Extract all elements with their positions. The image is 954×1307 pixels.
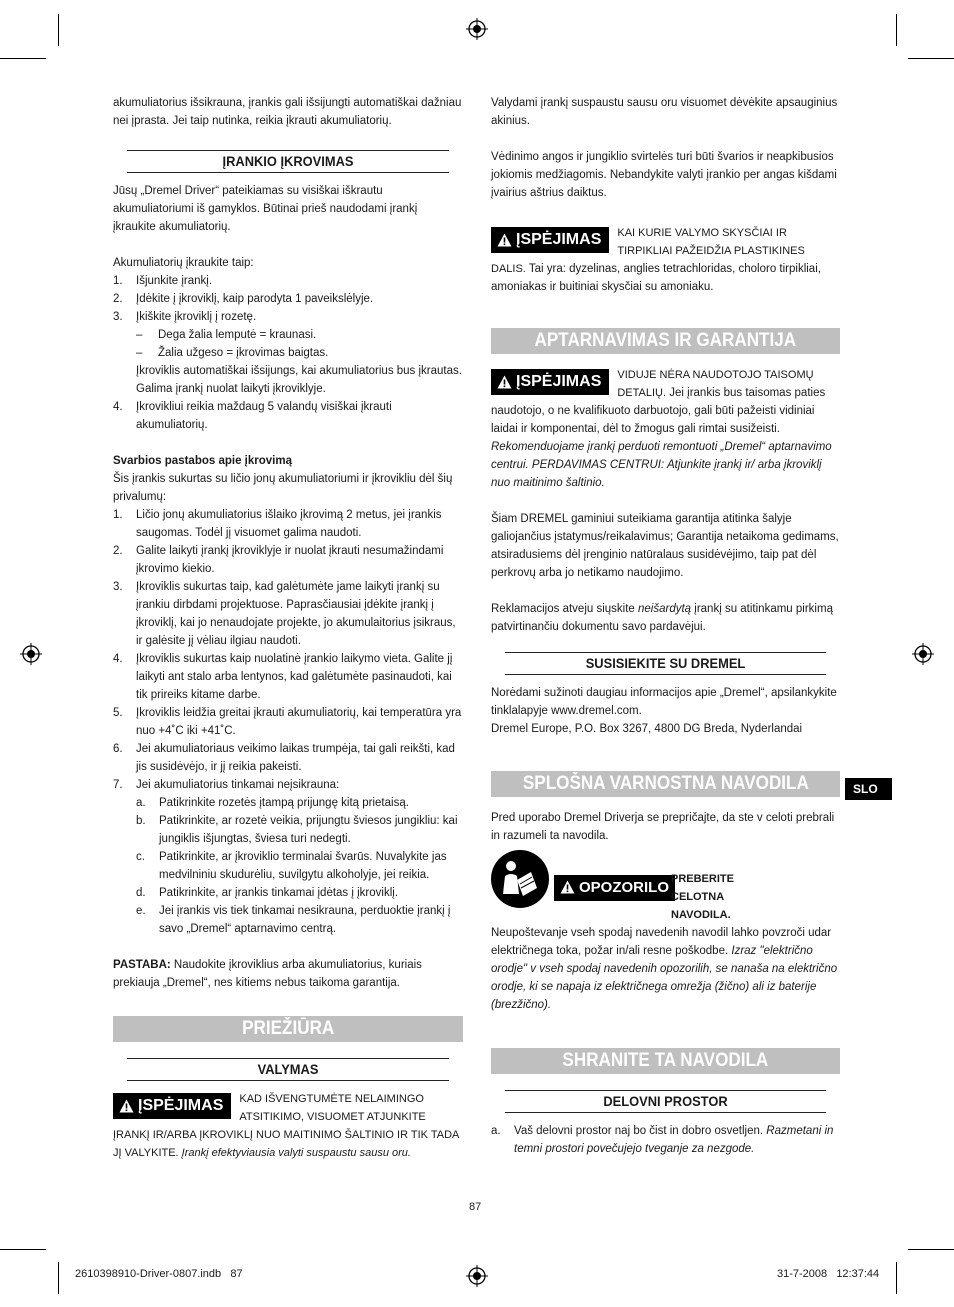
page-number: 87 — [469, 1201, 482, 1213]
list-item: 4. Įkroviklis sukurtas kaip nuolatinė įrankio laikymo vieta. Galite jį laikyti ant stalo arba lentynos, kad galėtumėte pasinaudoti, kai tik prireiks kitame darbe. — [113, 653, 453, 701]
list-item: 4. Įkrovikliui reikia maždaug 5 valandų visiškai įkrauti akumuliatorių. — [113, 401, 392, 431]
read-manual-warning — [491, 850, 840, 921]
indicator-list — [136, 326, 463, 362]
footer-timestamp: 31-7-2008 12:37:44 — [777, 1268, 880, 1280]
crop-mark — [58, 14, 59, 46]
claims-paragraph: Reklamacijos atveju siųskite neišardytą įrankį su atitinkamu pirkimą patvirtinančiu dokumentu savo pardavėjui. — [491, 603, 833, 633]
sub-notes-list — [136, 794, 463, 938]
footer-file-info: 2610398910-Driver-0807.indb 87 — [75, 1268, 243, 1280]
list-item: 3. Įkroviklis sukurtas taip, kad galėtumėte jame laikyti įrankį su įrankiu dirbdami projektuose. Paprasčiausiai įdėkite įrankį į įkroviklį, kai jo nenaudojate projekte, jo akumulaitorius įsikraus, ir galėsite jį vėliau ilgiau naudoti. — [113, 581, 456, 647]
solvent-warning: ĮSPĖJIMAS KAI KURIE VALYMO SKYSČIAI IR TIRPIKLIAI PAŽEIDŽIA PLASTIKINES DALIS. Tai yra: dyzelinas, anglies tetrachloridas, choloro tirpikliai, amoniakas ir buitiniai skysčiai su amoniaku. — [491, 227, 821, 293]
safety-intro: Pred uporabo Dremel Driverja se prepričajte, da ste v celoti prebrali in razumeli ta navodila. — [491, 812, 835, 842]
warning-badge: ĮSPĖJIMAS — [113, 1093, 231, 1119]
workplace-list — [491, 1122, 840, 1158]
note-paragraph: PASTABA: Naudokite įkroviklius arba akumuliatorius, kuriais prekiauja „Dremel“, nes kitiems nebus taikoma garantija. — [113, 959, 422, 989]
list-item: 5. Įkroviklis leidžia greitai įkrauti akumuliatorių, kai temperatūra yra nuo +4˚C iki +41˚C. — [113, 707, 462, 737]
right-column — [491, 94, 840, 1158]
list-item: e. Jei įrankis vis tiek tinkamai nesikrauna, perduoktie įrankį į savo „Dremel“ aptarnavimo centrą. — [136, 905, 451, 935]
contact-heading: SUSISIEKITE SU DREMEL — [505, 652, 826, 675]
goggles-paragraph: Valydami įrankį suspaustu sausu oru visuomet dėvėkite apsauginius akinius. — [491, 97, 838, 127]
registration-mark-icon — [20, 643, 42, 665]
list-item: 2. Įdėkite į įkroviklį, kaip parodyta 1 paveikslėlyje. — [113, 293, 374, 305]
list-item: 7. Jei akumuliatorius tinkamai neįsikrauna: a. Patikrinkite rozetės įtampą prijungę kitą prietaisą. b. Patikrinkite, ar rozetė veikia, prijungtu šviesos jungikliu: kai jungiklis išjungtas, šviesa turi nedegti. c. Patikrinkite, ar įkroviklio terminalai švarūs. Nuvalykite jas medvilniniu skudurėliu, suvilgytu alkoholyje, jei reikia. d. Patikrinkite, ar įrankis tinkamai įdėtas į įkroviklį. e. Jei įrankis vis tiek tinkamai nesikrauna, perduoktie įrankį į savo „Dremel“ aptarnavimo centrą. — [113, 776, 463, 938]
caution-badge: OPOZORILO — [554, 875, 675, 901]
vents-paragraph: Vėdinimo angos ir jungiklio svirtelės turi būti švarios ir neapkibusios jokiomis medžiagomis. Nebandykite valyti įrankio per angas kišdami įvairius aštrius daiktus. — [491, 151, 837, 199]
crop-mark — [908, 1249, 954, 1250]
list-item: – Žalia užgeso = įkrovimas baigtas. — [136, 347, 329, 359]
warranty-paragraph: Šiam DREMEL gaminiui suteikiama garantija atitinka šalyje galiojančius įstatymus/reikalavimus; Garantija netaikoma gedimams, atsiradusiems dėl įrenginio natūralaus susidėvėjimo, taip pat dėl perkrovų arba jo netikamo naudojimo. — [491, 513, 839, 579]
crop-mark — [0, 1249, 46, 1250]
list-item: 1. Ličio jonų akumuliatorius išlaiko įkrovimą 2 metus, jei įrankis saugomas. Todėl jį visuomet galima naudoti. — [113, 509, 442, 539]
left-column — [113, 94, 463, 1162]
contact-paragraph: Norėdami sužinoti daugiau informacijos apie „Dremel“, apsilankykite tinklalapyje www.dremel.com. — [491, 687, 837, 717]
list-item: 1. Išjunkite įrankį. — [113, 275, 213, 287]
warning-badge: ĮSPĖJIMAS — [491, 227, 609, 253]
registration-mark-icon — [466, 1265, 488, 1287]
notes-list — [113, 506, 463, 938]
list-item: 6. Jei akumuliatoriaus veikimo laikas trumpėja, tai gali reikšti, kad jis susidėvėjo, ir jį reikia pakeisti. — [113, 743, 455, 773]
charging-heading: ĮRANKIO ĮKROVIMAS — [127, 150, 449, 173]
language-tag: SLO — [845, 778, 892, 800]
address-line: Dremel Europe, P.O. Box 3267, 4800 DG Breda, Nyderlandai — [491, 723, 803, 735]
step3-extra: Įkroviklis automatiškai išsijungs, kai akumuliatorius bus įkrautas. Galima įrankį nuolat laikyti įkroviklyje. — [136, 365, 462, 395]
list-item: 3. Įkiškite įkroviklį į rozetę. – Dega žalia lemputė = kraunasi. – Žalia užgeso = įkrovimas baigtas. Įkroviklis automatiškai išsijungs, kai akumuliatorius bus įkrautas. Galima įrankį nuolat laikyti įkroviklyje. — [113, 308, 463, 398]
intro-paragraph: akumuliatorius išsikrauna, įrankis gali išsijungti automatiškai dažniau nei įprasta. Jei taip nutinka, reikia įkrauti akumuliatorių. — [113, 97, 462, 127]
crop-mark — [896, 1262, 897, 1294]
notes-heading: Svarbios pastabos apie įkrovimą — [113, 455, 292, 467]
hazard-paragraph: Neupoštevanje vseh spodaj navedenih navodil lahko povzroči udar električnega toka, požar in/ali resne poškodbe. Izraz "električno orodje" v vseh spodaj navedenih opozorilih, se nanaša na električno orodje, ki se napaja iz električnega omrežja (žično) ali iz baterije (brezžično). — [491, 927, 838, 1011]
warning-triangle-icon — [497, 233, 512, 247]
registration-mark-icon — [466, 18, 488, 40]
crop-mark — [0, 58, 46, 59]
note-label: PASTABA: — [113, 959, 171, 971]
workplace-heading: DELOVNI PROSTOR — [505, 1090, 826, 1113]
list-item: d. Patikrinkite, ar įrankis tinkamai įdėtas į įkroviklį. — [136, 887, 399, 899]
warning-triangle-icon — [560, 880, 575, 894]
charging-steps — [113, 272, 463, 434]
safety-heading: SPLOŠNA VARNOSTNA NAVODILA — [491, 771, 840, 797]
registration-mark-icon — [912, 643, 934, 665]
list-item: b. Patikrinkite, ar rozetė veikia, prijungtu šviesos jungikliu: kai jungiklis išjungtas, šviesa turi nedegti. — [136, 815, 458, 845]
warning-badge: ĮSPĖJIMAS — [491, 369, 609, 395]
charging-steps-intro: Akumuliatorių įkraukite taip: — [113, 257, 254, 269]
charging-paragraph: Jūsų „Dremel Driver“ pateikiamas su visiškai iškrautu akumuliatoriumi iš gamyklos. Būtinai prieš naudodami įrankį įkraukite akumuliatorių. — [113, 185, 418, 233]
warning-triangle-icon — [119, 1099, 134, 1113]
warning-triangle-icon — [497, 375, 512, 389]
list-item: a. Patikrinkite rozetės įtampą prijungę kitą prietaisą. — [136, 797, 409, 809]
caution-text: PREBERITE CELOTNA NAVODILA. — [671, 873, 734, 921]
crop-mark — [908, 58, 954, 59]
service-warning: ĮSPĖJIMAS VIDUJE NĖRA NAUDOTOJO TAISOMŲ DETALIŲ. Jei įrankis bus taisomas paties naudotojo, o ne kvalifikuoto darbuotojo, gali būti pažeisti vidiniai laidai ir komponentai, dėl to žmogus gali rimtai susižeisti. Rekomenduojame įrankį perduoti remontuoti „Dremel“ aptarnavimo centrui. PERDAVIMAS CENTRUI: Atjunkite įrankį ir/ arba įkroviklį nuo maitinimo šaltinio. — [491, 369, 832, 489]
notes-intro: Šis įrankis sukurtas su ličio jonų akumuliatoriumi ir įkrovikliu dėl šių privalumų: — [113, 473, 453, 503]
crop-mark — [58, 1262, 59, 1294]
cleaning-warning: ĮSPĖJIMAS KAD IŠVENGTUMĖTE NELAIMINGO ATSITIKIMO, VISUOMET ATJUNKITE ĮRANKĮ IR/ARBA ĮKROVIKLĮ NUO MAITINIMO ŠALTINIO IR TIK TADA JĮ VALYKITE. Įrankį efektyviausia valyti suspaustu sausu oru. — [113, 1093, 459, 1159]
cleaning-heading: VALYMAS — [127, 1058, 449, 1081]
crop-mark — [896, 14, 897, 46]
list-item: a. Vaš delovni prostor naj bo čist in dobro osvetljen. Razmetani in temni prostori povečujejo tveganje za nezgode. — [491, 1125, 834, 1155]
list-item: 2. Galite laikyti įrankį įkroviklyje ir nuolat įkrauti nesumažindami įkrovimo kiekio. — [113, 545, 444, 575]
list-item: – Dega žalia lemputė = kraunasi. — [136, 329, 317, 341]
list-item: c. Patikrinkite, ar įkroviklio terminalai švarūs. Nuvalykite jas medvilniniu skudurėliu, suvilgytu alkoholyje, jei reikia. — [136, 851, 447, 881]
read-manual-icon — [491, 850, 549, 908]
service-heading: APTARNAVIMAS IR GARANTIJA — [491, 328, 840, 354]
maintenance-heading: PRIEŽIŪRA — [113, 1016, 463, 1042]
keep-instructions-heading: SHRANITE TA NAVODILA — [491, 1048, 840, 1074]
